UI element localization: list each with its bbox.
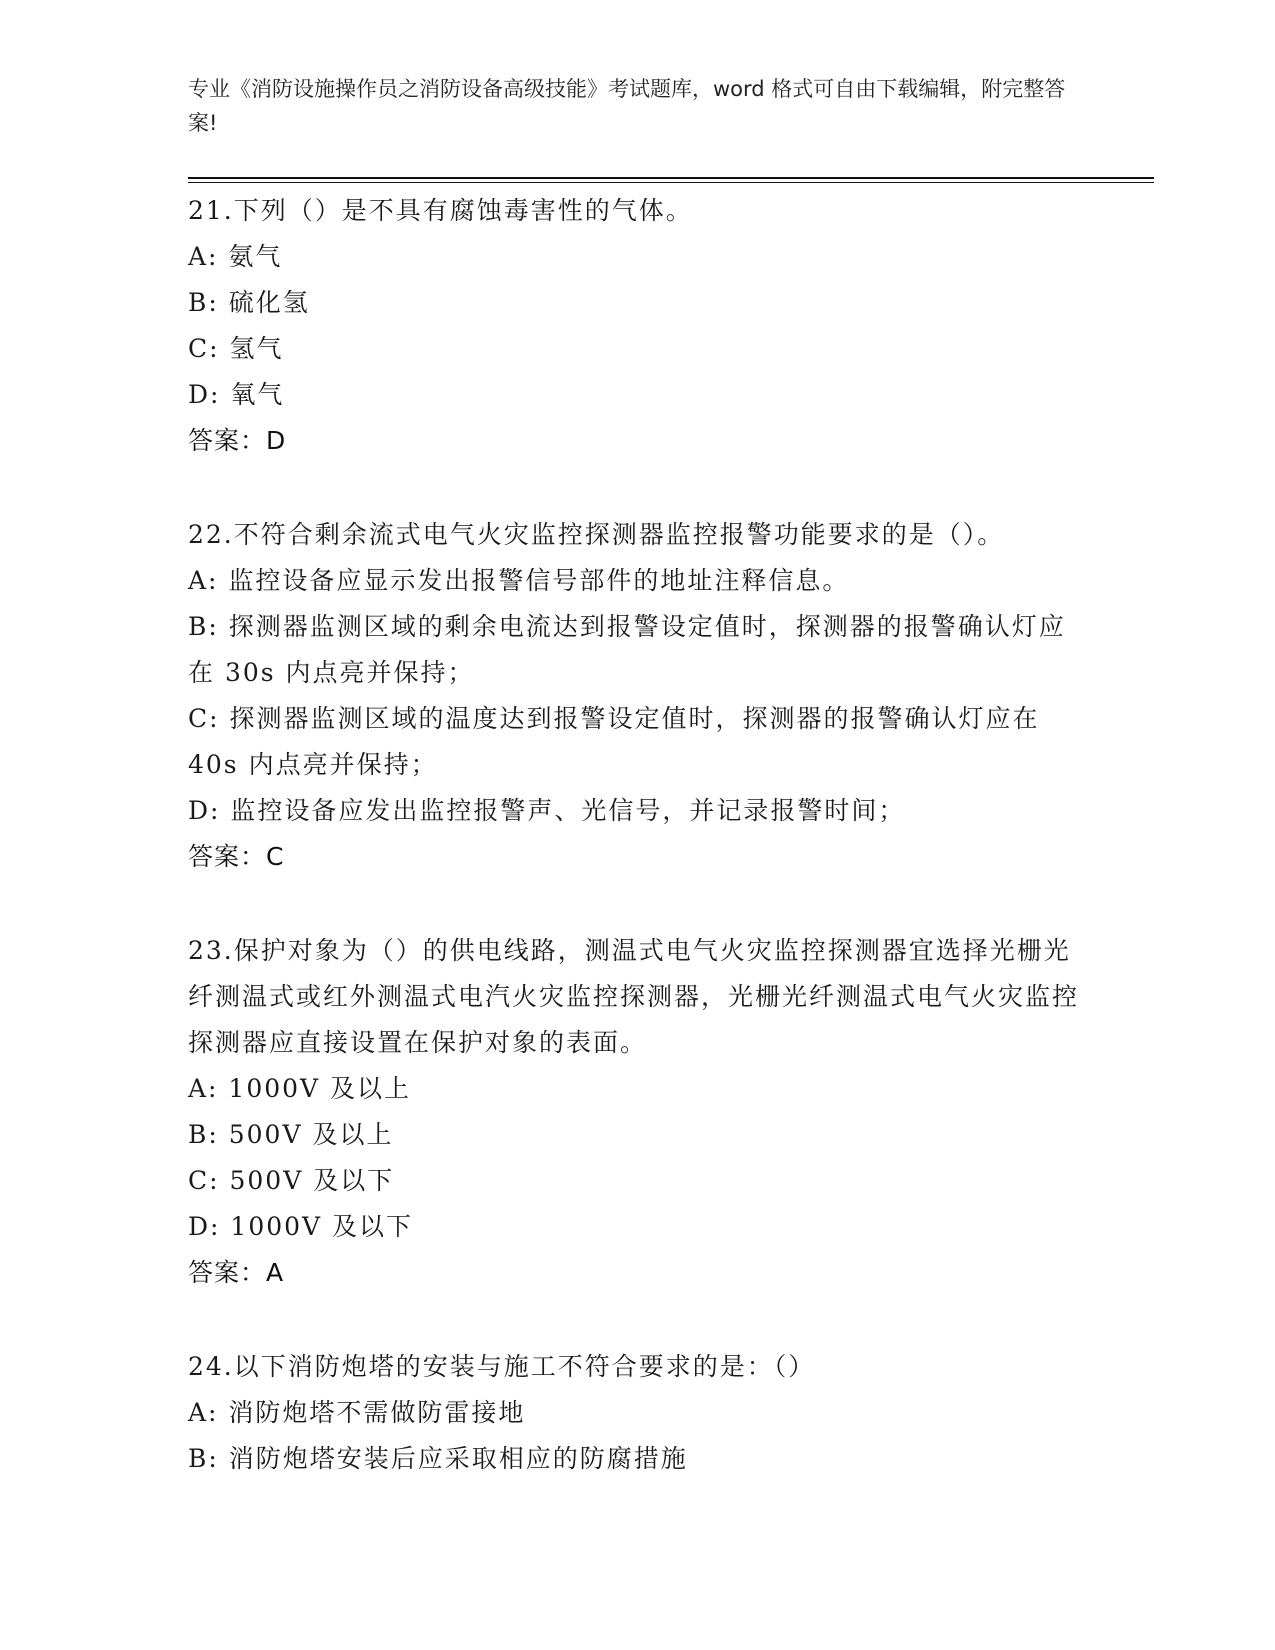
header-divider-thin xyxy=(188,182,1154,183)
answer-line: 答案：A xyxy=(188,1258,285,1287)
option-b: B: 消防炮塔安装后应采取相应的防腐措施 xyxy=(188,1444,688,1473)
option-c: C: 500V 及以下 xyxy=(188,1166,395,1195)
question-24 xyxy=(188,1344,1088,1482)
question-21 xyxy=(188,188,1088,464)
option-b: B: 硫化氢 xyxy=(188,288,310,317)
question-list xyxy=(188,188,1088,1530)
option-d: D: 氧气 xyxy=(188,380,285,409)
option-a: A: 消防炮塔不需做防雷接地 xyxy=(188,1398,526,1427)
answer-line: 答案：D xyxy=(188,426,287,455)
question-stem: 21.下列（）是不具有腐蚀毒害性的气体。 xyxy=(188,196,693,225)
question-stem: 23.保护对象为（）的供电线路，测温式电气火灾监控探测器宜选择光栅光纤测温式或红外测温式电汽火灾监控探测器，光栅光纤测温式电气火灾监控探测器应直接设置在保护对象的表面。 xyxy=(188,936,1080,1057)
option-b: B: 500V 及以上 xyxy=(188,1120,394,1149)
option-d: D: 1000V 及以下 xyxy=(188,1212,414,1241)
option-c: C: 探测器监测区域的温度达到报警设定值时，探测器的报警确认灯应在 40s 内点亮并保持； xyxy=(188,704,1050,779)
question-stem: 22.不符合剩余流式电气火灾监控探测器监控报警功能要求的是（）。 xyxy=(188,520,1005,549)
option-a: A: 氨气 xyxy=(188,242,283,271)
document-intro: 专业《消防设施操作员之消防设备高级技能》考试题库，word 格式可自由下载编辑，附完整答案! xyxy=(188,77,1066,135)
option-a: A: 监控设备应显示发出报警信号部件的地址注释信息。 xyxy=(188,566,850,595)
question-23 xyxy=(188,928,1088,1296)
option-b: B: 探测器监测区域的剩余电流达到报警设定值时，探测器的报警确认灯应在 30s 内点亮并保持； xyxy=(188,612,1066,687)
question-stem: 24.以下消防炮塔的安装与施工不符合要求的是：（） xyxy=(188,1352,816,1381)
option-a: A: 1000V 及以上 xyxy=(188,1074,412,1103)
option-d: D: 监控设备应发出监控报警声、光信号，并记录报警时间； xyxy=(188,796,906,825)
option-c: C: 氢气 xyxy=(188,334,284,363)
header-divider-thick xyxy=(188,177,1154,179)
answer-line: 答案：C xyxy=(188,842,285,871)
question-22 xyxy=(188,512,1088,880)
